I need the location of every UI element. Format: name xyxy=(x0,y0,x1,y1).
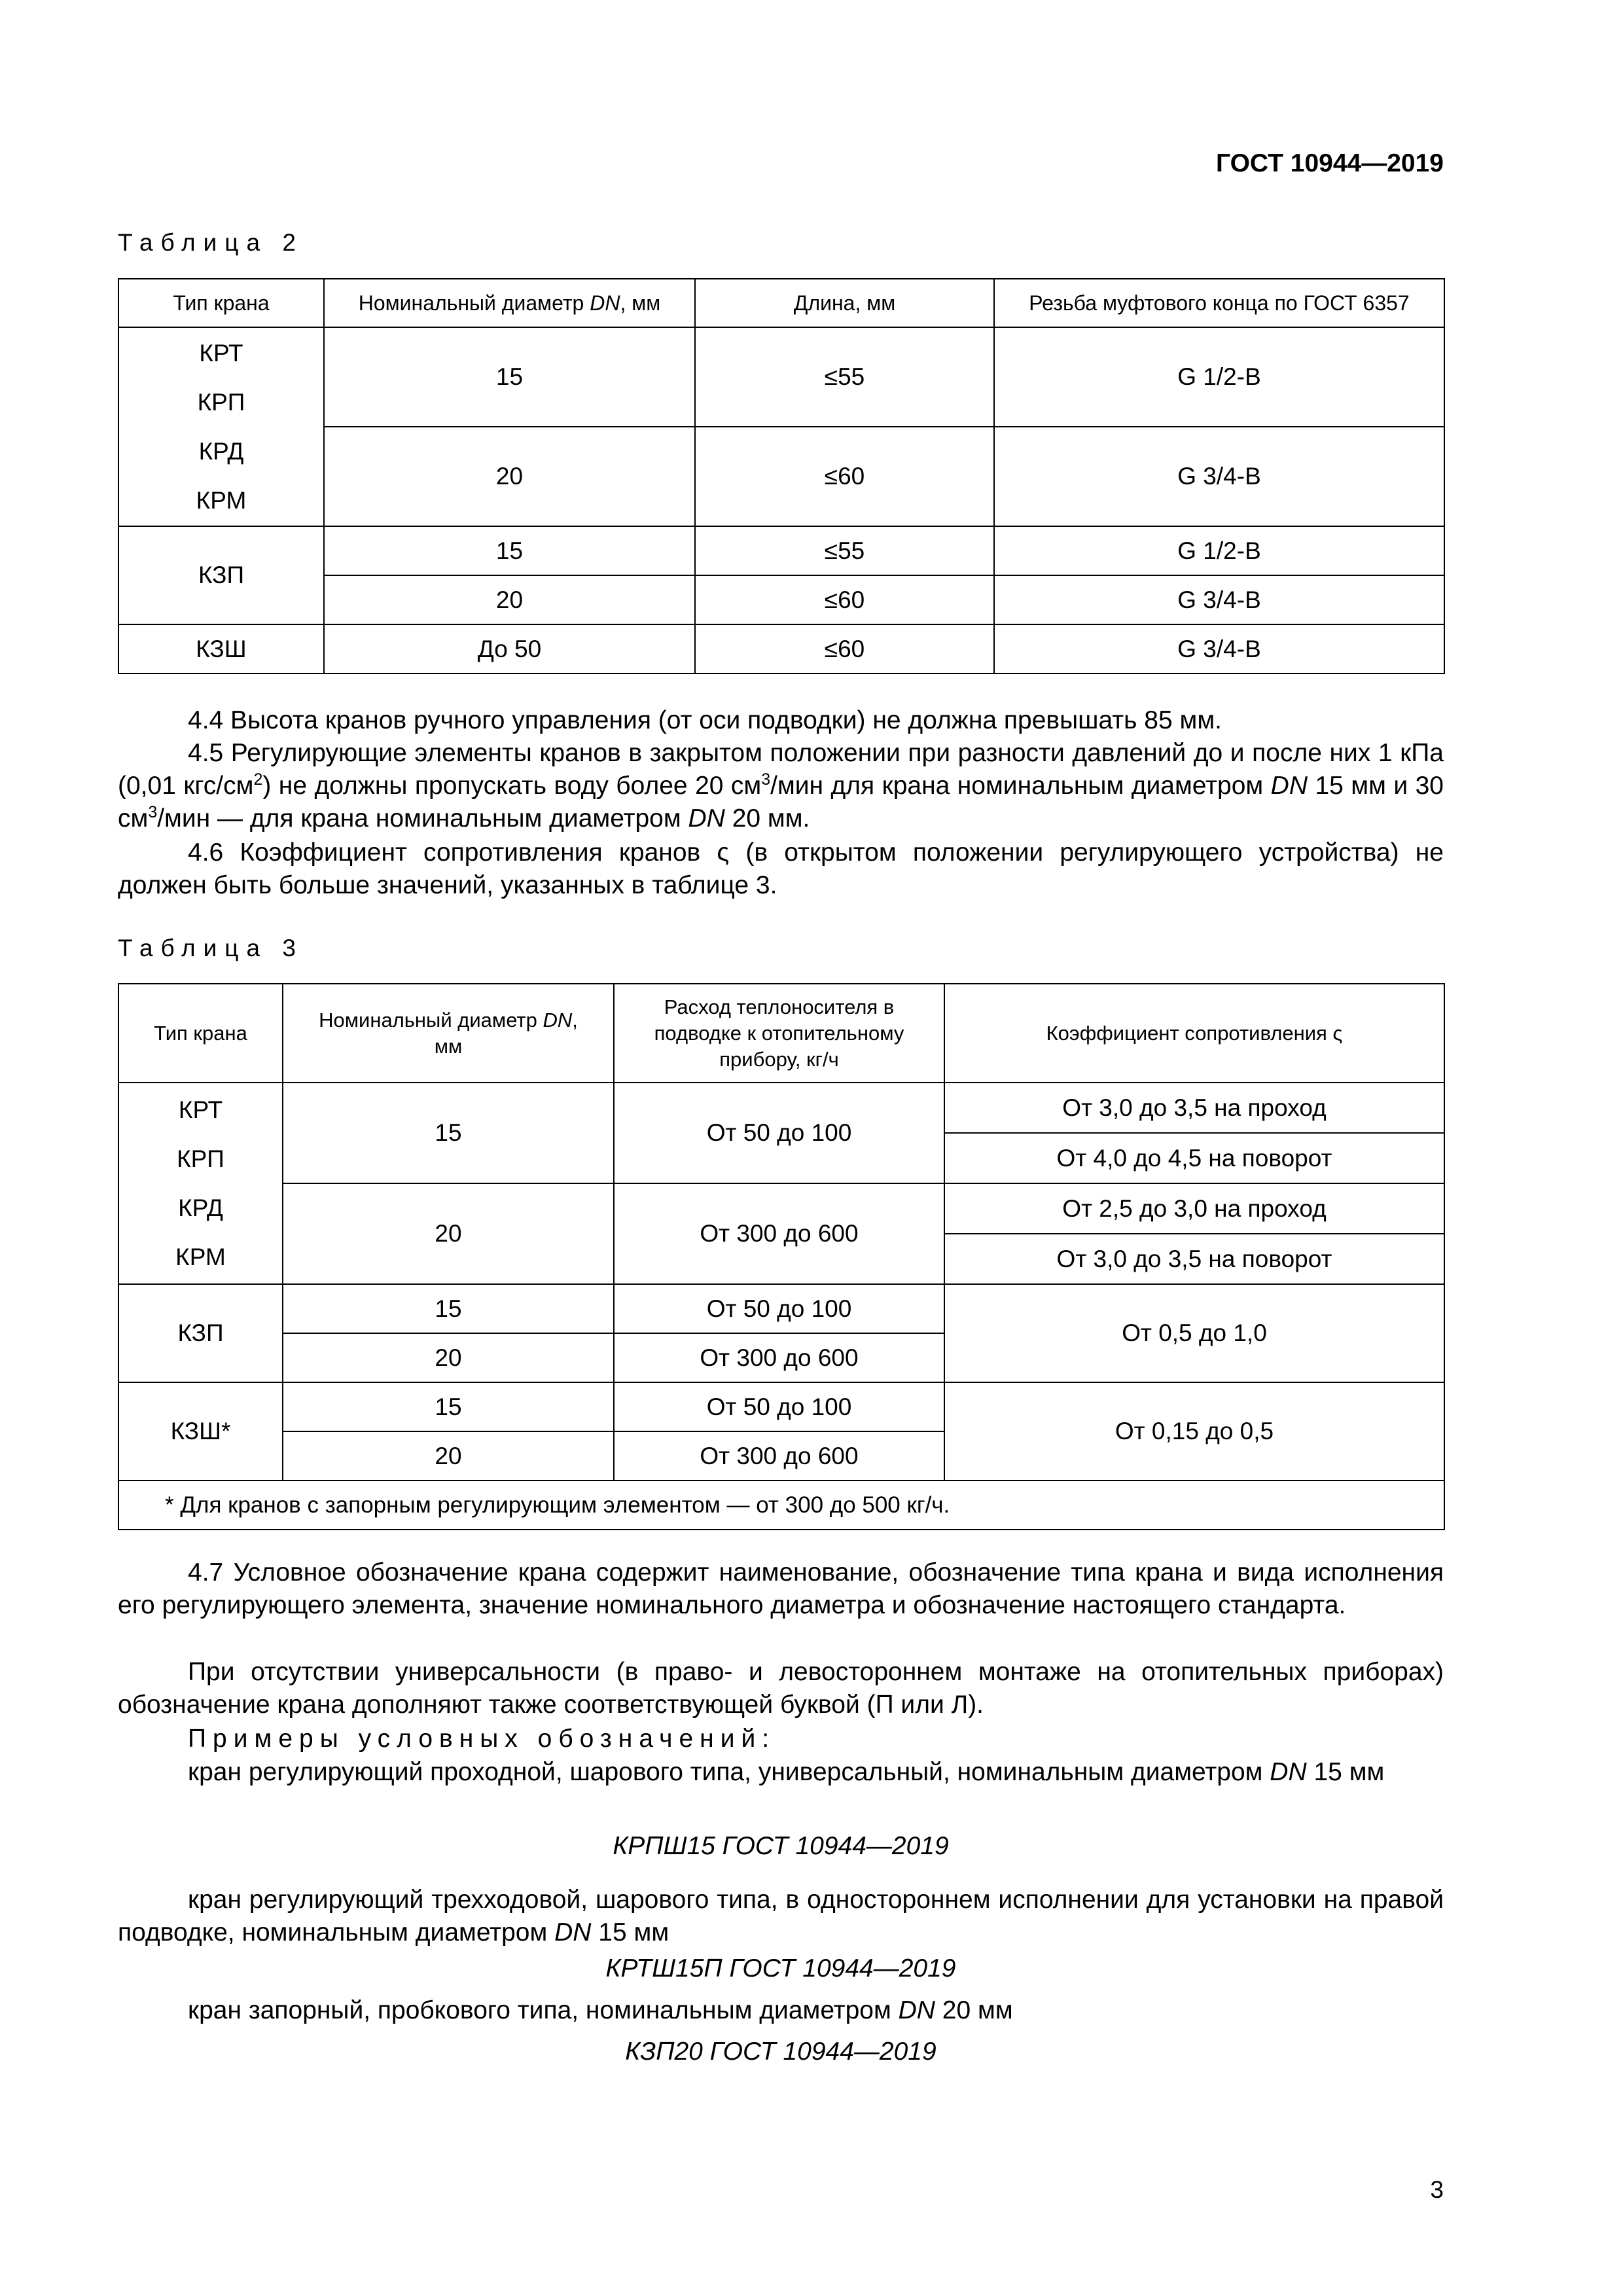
dn-cell: 15 xyxy=(324,526,695,575)
flow-cell: От 50 до 100 xyxy=(614,1382,944,1431)
standard-header: ГОСТ 10944—2019 xyxy=(1216,149,1444,177)
dn-cell: 15 xyxy=(283,1382,614,1431)
table-2 xyxy=(118,278,1445,674)
example-2-code: КРТШ15П ГОСТ 10944—2019 xyxy=(605,1954,956,1982)
example-3-text: кран запорный, пробкового типа, номинальным диаметром DN 20 мм xyxy=(188,1996,1013,2024)
length-cell: ≤55 xyxy=(695,327,994,427)
table-row xyxy=(118,327,1444,427)
thread-cell: G 3/4-B xyxy=(994,575,1444,624)
dn-cell: 15 xyxy=(283,1284,614,1333)
coef-cell: От 0,15 до 0,5 xyxy=(944,1382,1444,1480)
dn-cell: 15 xyxy=(283,1083,614,1183)
thread-cell: G 1/2-B xyxy=(994,327,1444,427)
type-cell: КРТ xyxy=(199,340,243,367)
t2-col-length: Длина, мм xyxy=(695,279,994,327)
t3-col-type: Тип крана xyxy=(118,984,283,1083)
coef-pass: От 3,0 до 3,5 на проход xyxy=(1062,1094,1327,1121)
table-row xyxy=(118,1183,1444,1284)
table-row xyxy=(118,624,1444,673)
t2-group1-types xyxy=(118,327,324,526)
table-row xyxy=(118,1382,1444,1431)
example-2-text: кран регулирующий трехходовой, шарового типа, в одностороннем исполнении для установки на правой подводке, номинальным диаметром DN 15 мм xyxy=(118,1886,1444,1946)
t2-col-dn: Номинальный диаметр DN, мм xyxy=(324,279,695,327)
coef-cell xyxy=(944,1083,1444,1183)
paragraph-4-7-universality: При отсутствии универсальности (в право- и левостороннем монтаже на отопительных приборах) обозначение крана дополняют также соответствующей буквой (П или Л). xyxy=(118,1658,1444,1719)
type-cell: КЗШ* xyxy=(118,1382,283,1480)
coef-pass: От 2,5 до 3,0 на проход xyxy=(1062,1195,1327,1222)
length-cell: ≤60 xyxy=(695,427,994,526)
paragraph-4-5: 4.5 Регулирующие элементы кранов в закрытом положении при разности давлений до и после них 1 кПа (0,01 кгс/$см^2$) не должны пропускать воду более 20 $см^3$/мин для крана номинальным диаметром DN 15 мм и 30 $см^3$/мин — для крана номинальным диаметром DN 20 мм. xyxy=(118,739,1444,833)
type-cell: КРД xyxy=(178,1194,223,1221)
thread-cell: G 1/2-B xyxy=(994,526,1444,575)
dn-cell: 20 xyxy=(283,1183,614,1284)
examples-heading: Примеры условных обозначений: xyxy=(188,1725,776,1753)
t3-col-coef: Коэффициент сопротивления ς xyxy=(944,984,1444,1083)
type-cell: КРП xyxy=(177,1145,224,1172)
length-cell: ≤60 xyxy=(695,624,994,673)
type-cell: КЗП xyxy=(118,526,324,624)
type-cell: КРП xyxy=(197,389,245,416)
t3-group1-types xyxy=(118,1083,283,1284)
table-row xyxy=(118,526,1444,575)
paragraph-4-4: 4.4 Высота кранов ручного управления (от оси подводки) не должна превышать 85 мм. xyxy=(188,706,1222,734)
length-cell: ≤55 xyxy=(695,526,994,575)
paragraph-4-6: 4.6 Коэффициент сопротивления кранов ς (в открытом положении регулирующего устройства) не должен быть больше значений, указанных в таблице 3. xyxy=(118,838,1444,899)
dn-cell: 20 xyxy=(324,575,695,624)
table-3-label: Таблица 3 xyxy=(118,935,304,961)
type-cell: КЗП xyxy=(118,1284,283,1382)
flow-cell: От 50 до 100 xyxy=(614,1083,944,1183)
t3-col-dn: Номинальный диаметр DN, мм xyxy=(283,984,614,1083)
type-cell: КРМ xyxy=(196,487,247,514)
type-cell: КЗШ xyxy=(118,624,324,673)
coef-turn: От 4,0 до 4,5 на поворот xyxy=(945,1132,1444,1183)
example-1-code: КРПШ15 ГОСТ 10944—2019 xyxy=(613,1832,949,1860)
dn-cell: 20 xyxy=(324,427,695,526)
length-cell: ≤60 xyxy=(695,575,994,624)
example-1-text: кран регулирующий проходной, шарового типа, универсальный, номинальным диаметром DN 15 мм xyxy=(188,1758,1385,1786)
table-footnote-row xyxy=(118,1480,1444,1530)
type-cell: КРД xyxy=(198,438,244,465)
example-3-code: КЗП20 ГОСТ 10944—2019 xyxy=(625,2037,936,2066)
dn-cell: 15 xyxy=(324,327,695,427)
flow-cell: От 50 до 100 xyxy=(614,1284,944,1333)
dn-cell: 20 xyxy=(283,1333,614,1382)
coef-cell: От 0,5 до 1,0 xyxy=(944,1284,1444,1382)
paragraph-4-7: 4.7 Условное обозначение крана содержит наименование, обозначение типа крана и вида исполнения его регулирующего элемента, значение номинального диаметра и обозначение настоящего стандарта. xyxy=(118,1558,1444,1619)
t2-col-thread: Резьба муфтового конца по ГОСТ 6357 xyxy=(994,279,1444,327)
table-2-label: Таблица 2 xyxy=(118,229,304,256)
flow-cell: От 300 до 600 xyxy=(614,1183,944,1284)
flow-cell: От 300 до 600 xyxy=(614,1333,944,1382)
dn-cell: До 50 xyxy=(324,624,695,673)
table-3 xyxy=(118,983,1445,1530)
t3-col-flow: Расход теплоносителя в подводке к отопительному прибору, кг/ч xyxy=(614,984,944,1083)
type-cell: КРТ xyxy=(178,1096,223,1123)
thread-cell: G 3/4-B xyxy=(994,624,1444,673)
type-cell: КРМ xyxy=(175,1244,226,1270)
table-3-header-row xyxy=(118,984,1444,1083)
table-row xyxy=(118,1083,1444,1183)
coef-cell xyxy=(944,1183,1444,1284)
table-row xyxy=(118,1284,1444,1333)
thread-cell: G 3/4-B xyxy=(994,427,1444,526)
table-3-footnote: * Для кранов с запорным регулирующим элементом — от 300 до 500 кг/ч. xyxy=(118,1480,1444,1530)
coef-turn: От 3,0 до 3,5 на поворот xyxy=(945,1233,1444,1283)
table-2-header-row xyxy=(118,279,1444,327)
flow-cell: От 300 до 600 xyxy=(614,1431,944,1480)
dn-cell: 20 xyxy=(283,1431,614,1480)
page-number: 3 xyxy=(1430,2176,1444,2203)
t2-col-type: Тип крана xyxy=(118,279,324,327)
